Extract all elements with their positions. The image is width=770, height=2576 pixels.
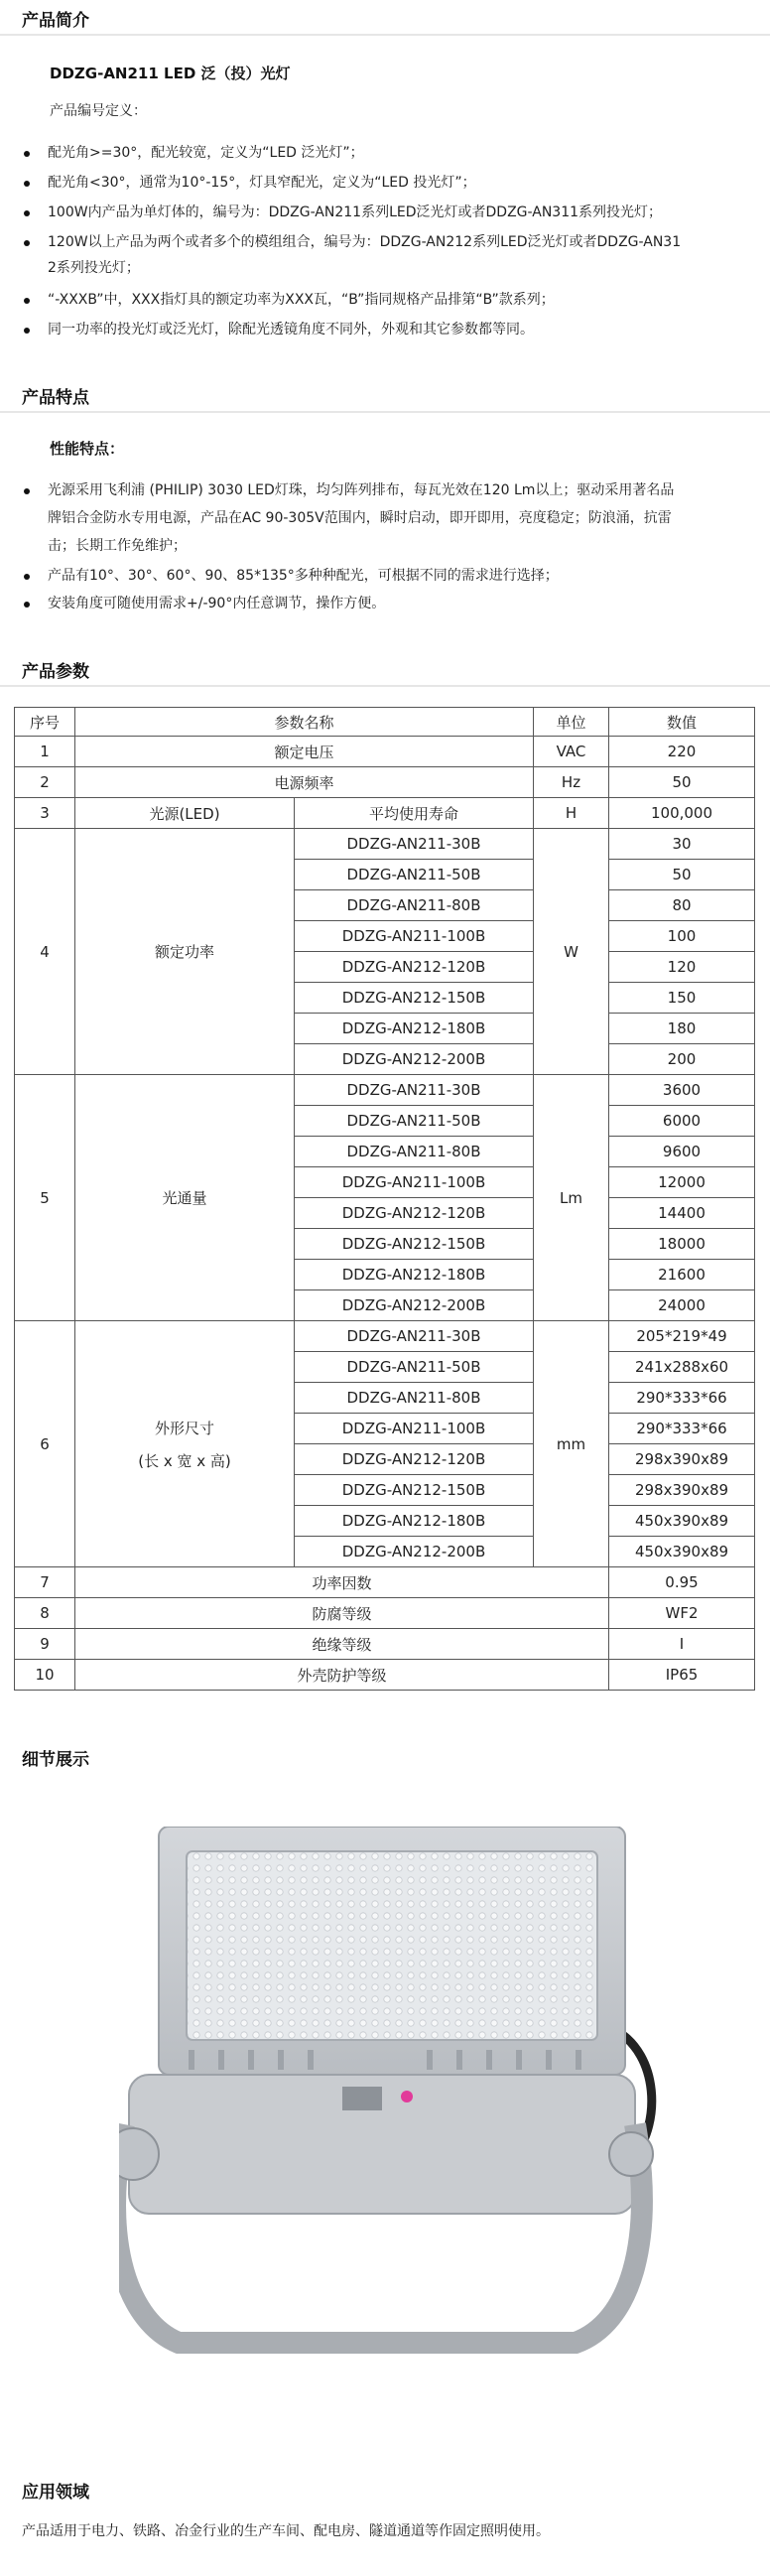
param-name <box>75 1321 295 1567</box>
param-value: 150 <box>609 983 755 1014</box>
model-cell: DDZG-AN212-120B <box>295 1444 534 1475</box>
param-value: IP65 <box>609 1660 755 1691</box>
table-header-row <box>15 708 755 737</box>
model-cell: DDZG-AN212-180B <box>295 1014 534 1044</box>
param-value: 30 <box>609 829 755 860</box>
param-name: 额定功率 <box>75 829 295 1075</box>
param-name: 光通量 <box>75 1075 295 1321</box>
param-value: 100,000 <box>609 798 755 829</box>
model-cell: DDZG-AN212-180B <box>295 1506 534 1537</box>
intro-bullet: 120W以上产品为两个或者多个的模组组合，编号为：DDZG-AN212系列LED泛光灯或者DDZG-AN31 <box>48 228 681 256</box>
section-header-intro <box>0 0 770 36</box>
model-cell: DDZG-AN211-80B <box>295 890 534 921</box>
section-title: 产品简介 <box>22 11 89 31</box>
application-text: 产品适用于电力、铁路、冶金行业的生产车间、配电房、隧道通道等作固定照明使用。 <box>22 2523 550 2539</box>
intro-bullet: 同一功率的投光灯或泛光灯，除配光透镜角度不同外，外观和其它参数都等同。 <box>48 316 534 343</box>
model-cell: DDZG-AN211-30B <box>295 829 534 860</box>
section-header-application <box>0 2472 770 2506</box>
model-cell: DDZG-AN211-30B <box>295 1321 534 1352</box>
table-row <box>15 1567 755 1598</box>
section-title: 细节展示 <box>22 1750 89 1770</box>
table-row <box>15 1321 755 1352</box>
param-value: 6000 <box>609 1106 755 1137</box>
model-cell: DDZG-AN211-100B <box>295 1167 534 1198</box>
param-name: 绝缘等级 <box>75 1629 609 1660</box>
param-name: 光源(LED) <box>75 798 295 829</box>
feature-bullet: 产品有10°、30°、60°、90、85*135°多种种配光，可根据不同的需求进行选择； <box>48 562 559 590</box>
feature-bullet-continuation: 击；长期工作免维护； <box>48 538 187 554</box>
intro-bullet: “-XXXB”中，XXX指灯具的额定功率为XXX瓦，“B”指同规格产品排第“B”款系列； <box>48 286 555 314</box>
features-subtitle: 性能特点： <box>50 440 125 458</box>
param-name: 电源频率 <box>75 767 534 798</box>
model-cell: DDZG-AN211-50B <box>295 860 534 890</box>
table-row <box>15 1629 755 1660</box>
param-value: 3600 <box>609 1075 755 1106</box>
row-number: 1 <box>15 737 75 767</box>
model-cell: DDZG-AN211-50B <box>295 1106 534 1137</box>
intro-bullet: 配光角<30°，通常为10°-15°，灯具窄配光，定义为“LED 投光灯”； <box>48 169 476 197</box>
model-cell: DDZG-AN212-120B <box>295 952 534 983</box>
model-cell: DDZG-AN211-80B <box>295 1383 534 1414</box>
param-value: 298x390x89 <box>609 1475 755 1506</box>
param-name: 外壳防护等级 <box>75 1660 609 1691</box>
param-value: 220 <box>609 737 755 767</box>
row-number: 5 <box>15 1075 75 1321</box>
param-value: 80 <box>609 890 755 921</box>
row-number: 9 <box>15 1629 75 1660</box>
bracket-knob-right <box>609 2132 653 2176</box>
column-header: 参数名称 <box>75 708 534 737</box>
param-value: 21600 <box>609 1260 755 1290</box>
intro-bullet: 配光角>=30°，配光较宽，定义为“LED 泛光灯”； <box>48 139 364 167</box>
model-cell: DDZG-AN212-200B <box>295 1537 534 1567</box>
led-panel <box>187 1851 597 2040</box>
column-header: 数值 <box>609 708 755 737</box>
param-unit: mm <box>534 1321 609 1567</box>
section-header-params <box>0 651 770 687</box>
param-value: WF2 <box>609 1598 755 1629</box>
table-row <box>15 767 755 798</box>
param-value: 180 <box>609 1014 755 1044</box>
row-number: 3 <box>15 798 75 829</box>
model-cell: DDZG-AN211-50B <box>295 1352 534 1383</box>
model-cell: DDZG-AN212-150B <box>295 1475 534 1506</box>
table-row <box>15 1660 755 1691</box>
model-cell: DDZG-AN211-30B <box>295 1075 534 1106</box>
param-subname: 平均使用寿命 <box>295 798 534 829</box>
section-title: 应用领域 <box>22 2483 89 2503</box>
model-cell: DDZG-AN212-200B <box>295 1290 534 1321</box>
table-row <box>15 829 755 860</box>
param-name: 功率因数 <box>75 1567 609 1598</box>
param-value: 450x390x89 <box>609 1506 755 1537</box>
table-row <box>15 1075 755 1106</box>
model-cell: DDZG-AN212-200B <box>295 1044 534 1075</box>
feature-bullet: 安装角度可随使用需求+/-90°内任意调节，操作方便。 <box>48 590 385 617</box>
param-unit: Hz <box>534 767 609 798</box>
model-cell: DDZG-AN212-180B <box>295 1260 534 1290</box>
model-cell: DDZG-AN212-120B <box>295 1198 534 1229</box>
model-cell: DDZG-AN211-100B <box>295 1414 534 1444</box>
model-cell: DDZG-AN211-80B <box>295 1137 534 1167</box>
floodlight-photo <box>119 1827 675 2382</box>
row-number: 2 <box>15 767 75 798</box>
indicator-dot <box>401 2091 413 2102</box>
param-unit: H <box>534 798 609 829</box>
param-value: 18000 <box>609 1229 755 1260</box>
row-number: 4 <box>15 829 75 1075</box>
param-name-line: 外形尺寸 <box>154 1419 214 1437</box>
column-header: 单位 <box>534 708 609 737</box>
param-value: 9600 <box>609 1137 755 1167</box>
param-value: 12000 <box>609 1167 755 1198</box>
model-cell: DDZG-AN212-150B <box>295 983 534 1014</box>
param-value: 290*333*66 <box>609 1383 755 1414</box>
intro-bullet: 100W内产品为单灯体的，编号为：DDZG-AN211系列LED泛光灯或者DDZG-AN311系列投光灯； <box>48 199 662 226</box>
model-cell: DDZG-AN211-100B <box>295 921 534 952</box>
row-number: 8 <box>15 1598 75 1629</box>
param-value: I <box>609 1629 755 1660</box>
param-name: 防腐等级 <box>75 1598 609 1629</box>
section-header-detail <box>0 1739 770 1773</box>
param-value: 50 <box>609 860 755 890</box>
column-header: 序号 <box>15 708 75 737</box>
param-value: 241x288x60 <box>609 1352 755 1383</box>
model-cell: DDZG-AN212-150B <box>295 1229 534 1260</box>
param-value: 14400 <box>609 1198 755 1229</box>
param-name: 额定电压 <box>75 737 534 767</box>
section-title: 产品特点 <box>22 388 89 408</box>
param-unit: W <box>534 829 609 1075</box>
section-title: 产品参数 <box>22 662 89 682</box>
table-row <box>15 798 755 829</box>
param-value: 0.95 <box>609 1567 755 1598</box>
param-value: 24000 <box>609 1290 755 1321</box>
param-value: 298x390x89 <box>609 1444 755 1475</box>
table-row <box>15 1598 755 1629</box>
param-unit: VAC <box>534 737 609 767</box>
section-header-features <box>0 377 770 413</box>
row-number: 6 <box>15 1321 75 1567</box>
param-name-line: (长 x 宽 x 高) <box>138 1451 231 1470</box>
param-value: 450x390x89 <box>609 1537 755 1567</box>
row-number: 7 <box>15 1567 75 1598</box>
table-row <box>15 737 755 767</box>
param-value: 200 <box>609 1044 755 1075</box>
param-unit: Lm <box>534 1075 609 1321</box>
param-value: 100 <box>609 921 755 952</box>
product-title: DDZG-AN211 LED 泛（投）光灯 <box>50 65 291 82</box>
row-number: 10 <box>15 1660 75 1691</box>
param-value: 50 <box>609 767 755 798</box>
feature-bullet: 光源采用飞利浦 (PHILIP) 3030 LED灯珠，均匀阵列排布，每瓦光效在120 Lm以上；驱动采用著名品 <box>48 476 674 504</box>
param-value: 290*333*66 <box>609 1414 755 1444</box>
code-definition-label: 产品编号定义： <box>50 103 147 119</box>
parameter-table <box>14 707 755 1691</box>
feature-bullet-continuation: 牌铝合金防水专用电源，产品在AC 90-305V范围内，瞬时启动，即开即用，亮度稳定；防浪涌，抗雷 <box>48 510 672 526</box>
param-value: 120 <box>609 952 755 983</box>
param-value: 205*219*49 <box>609 1321 755 1352</box>
intro-bullet-continuation: 2系列投光灯； <box>48 260 140 276</box>
